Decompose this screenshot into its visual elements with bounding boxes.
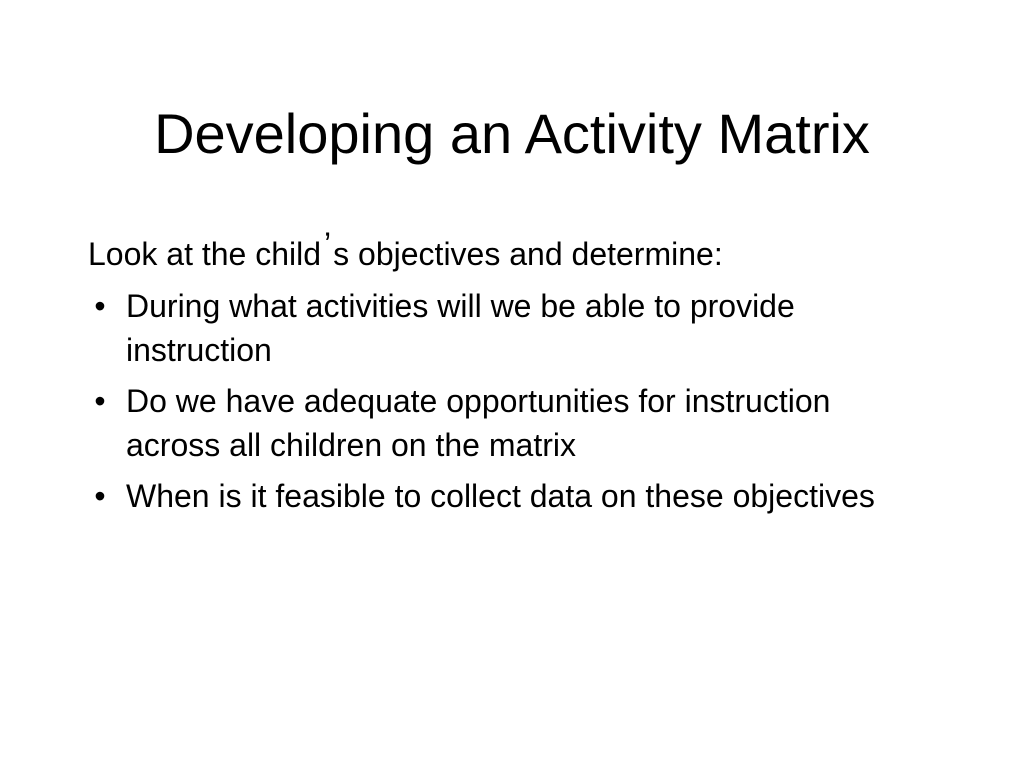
intro-line — [88, 226, 948, 276]
slide-title: Developing an Activity Matrix — [154, 102, 870, 165]
bullet-item — [88, 379, 886, 467]
bullet-text: During what activities will we be able to provide instruction — [126, 288, 795, 368]
intro-apostrophe: ’ — [324, 226, 332, 262]
bullet-item — [88, 474, 886, 518]
bullet-icon: • — [94, 383, 106, 419]
bullet-list — [88, 284, 948, 518]
bullet-icon: • — [94, 288, 106, 324]
intro-text-before: Look at the child — [88, 236, 322, 272]
bullet-text: Do we have adequate opportunities for instruction across all children on the matrix — [126, 383, 831, 463]
bullet-text: When is it feasible to collect data on these objectives — [126, 478, 875, 514]
slide-body — [88, 226, 948, 525]
bullet-item — [88, 284, 886, 372]
bullet-icon: • — [94, 478, 106, 514]
intro-text-after: s objectives and determine: — [333, 236, 723, 272]
